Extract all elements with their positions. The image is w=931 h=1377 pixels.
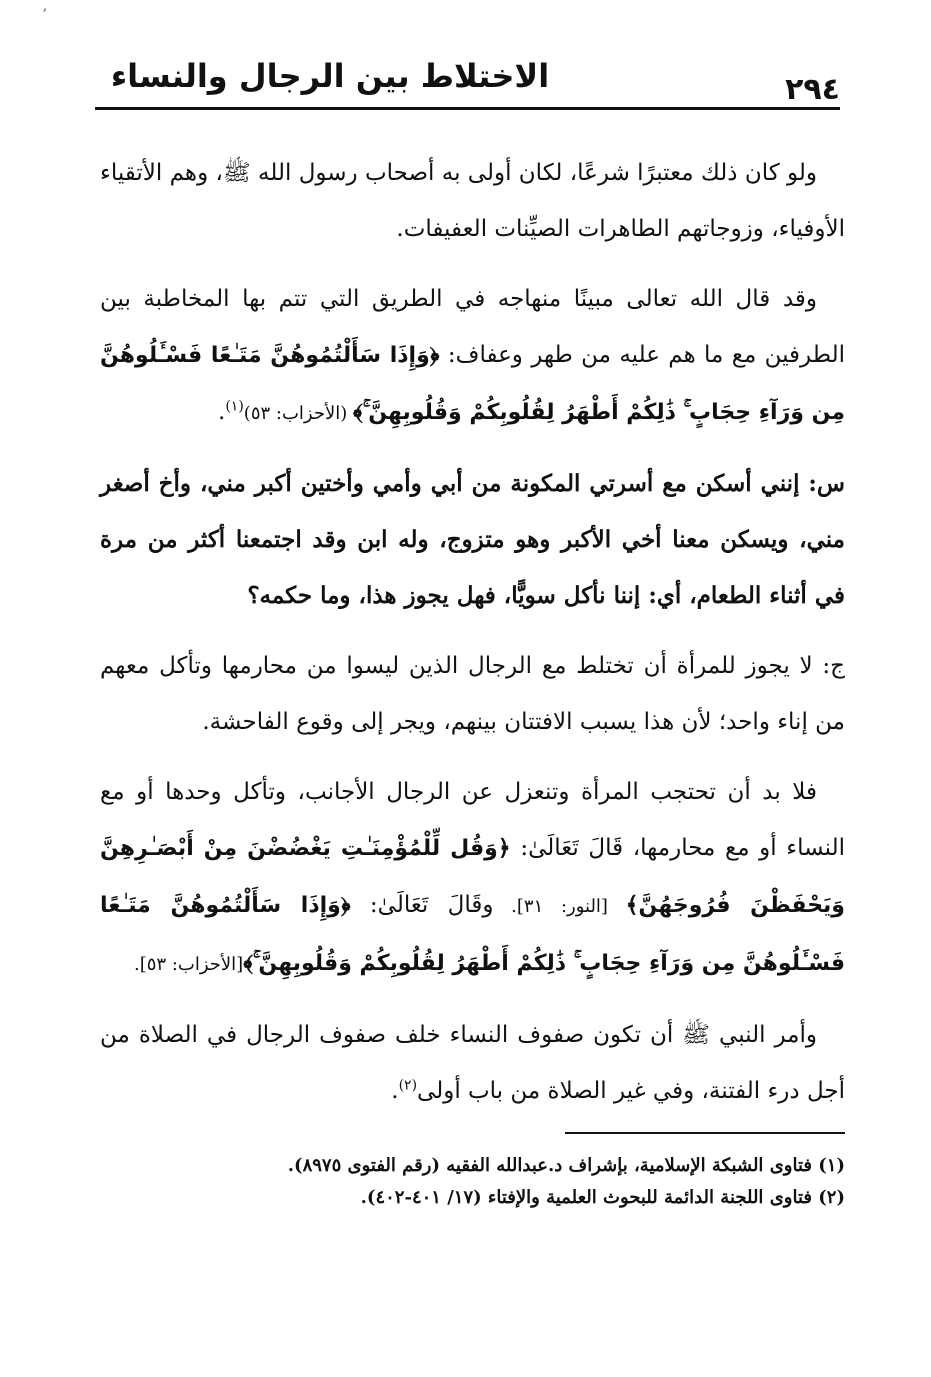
footnote-1: (١) فتاوى الشبكة الإسلامية، بإشراف د.عبدالله الفقيه (رقم الفتوى ٨٩٧٥). — [287, 1155, 845, 1176]
footnote-marker: (١) — [225, 398, 244, 415]
paragraph-1 — [100, 145, 845, 257]
paragraph-text: وأمر النبي ﷺ أن تكون صفوف النساء خلف صفوف الرجال في الصلاة من أجل درء الفتنة، وفي غير الصلاة من باب أولى — [100, 1022, 845, 1104]
paragraph-end: . — [391, 1078, 399, 1104]
paragraph-text: ولو كان ذلك معتبرًا شرعًا، لكان أولى به أصحاب رسول الله ﷺ، وهم الأتقياء الأوفياء، وزوجاتهم الطاهرات الصيِّنات العفيفات. — [100, 160, 845, 242]
paragraph-lead: فلا بد أن تحتجب المرأة وتنعزل عن الرجال الأجانب، وتأكل وحدها أو مع النساء أو مع محارمها، قَالَ تَعَالَىٰ: — [100, 779, 845, 861]
page-number: ٢٩٤ — [785, 72, 840, 107]
verse-reference-nur: [النور: ٣١]. — [493, 896, 626, 917]
paragraph-5 — [100, 764, 845, 993]
book-title: الاختلاط بين الرجال والنساء — [110, 57, 550, 95]
question-text: س: إنني أسكن مع أسرتي المكونة من أبي وأمي وأختين أكبر مني، وأخ أصغر مني، ويسكن معنا أخي الأكبر وهو متزوج، وله ابن وقد اجتمعنا أكثر من مرة في أثناء الطعام، أي: إننا نأكل سويًّا، فهل يجوز هذا، وما حكمه؟ — [100, 470, 845, 609]
paragraph-end: . — [218, 399, 226, 425]
paragraph-middle: وقَالَ تَعَالَىٰ: — [350, 892, 494, 918]
paragraph-2 — [100, 271, 845, 442]
quran-verse: ﴿وَإِذَا سَأَلْتُمُوهُنَّ مَتَـٰعًا فَسْـَٔلُوهُنَّ مِن وَرَآءِ حِجَابٍ ۚ ذَٰلِكُمْ أَطْهَرُ لِقُلُوبِكُمْ وَقُلُوبِهِنَّ ۚ﴾ — [100, 343, 845, 425]
main-text — [100, 145, 845, 1133]
quran-verse-ahzab: ﴿وَإِذَا سَأَلْتُمُوهُنَّ مَتَـٰعًا فَسْـَٔلُوهُنَّ مِن وَرَآءِ حِجَابٍ ۚ ذَٰلِكُمْ أَطْهَرُ لِقُلُوبِكُمْ وَقُلُوبِهِنَّ ۚ﴾ — [100, 893, 845, 976]
paragraph-lead: وقد قال الله تعالى مبينًا منهاجه في الطريق التي تتم بها المخاطبة بين الطرفين مع ما هم عليه من طهر وعفاف: — [100, 286, 846, 368]
running-header — [95, 50, 840, 112]
question-paragraph — [100, 456, 845, 624]
corner-tick-mark: ʼ — [42, 7, 47, 23]
paragraph-6 — [100, 1007, 845, 1119]
header-rule — [95, 107, 840, 110]
verse-reference: (الأحزاب: ٥٣) — [243, 403, 353, 424]
footnote-2: (٢) فتاوى اللجنة الدائمة للبحوث العلمية والإفتاء (١٧/ ٤٠١-٤٠٢). — [360, 1187, 845, 1208]
answer-paragraph — [100, 638, 845, 750]
footnote-separator — [565, 1132, 845, 1134]
footnotes — [100, 1150, 845, 1214]
answer-text: ج: لا يجوز للمرأة أن تختلط مع الرجال الذين ليسوا من محارمها وتأكل معهم من إناء واحد؛ لأن هذا يسبب الافتتان بينهم، ويجر إلى وقوع الفاحشة. — [100, 653, 845, 735]
verse-reference-ahzab: [الأحزاب: ٥٣]. — [134, 954, 244, 975]
quran-verse-nur: ﴿وَقُل لِّلْمُؤْمِنَـٰتِ يَغْضُضْنَ مِنْ أَبْصَـٰرِهِنَّ وَيَحْفَظْنَ فُرُوجَهُنَّ﴾ — [100, 836, 845, 918]
footnote-marker: (٢) — [398, 1077, 418, 1094]
